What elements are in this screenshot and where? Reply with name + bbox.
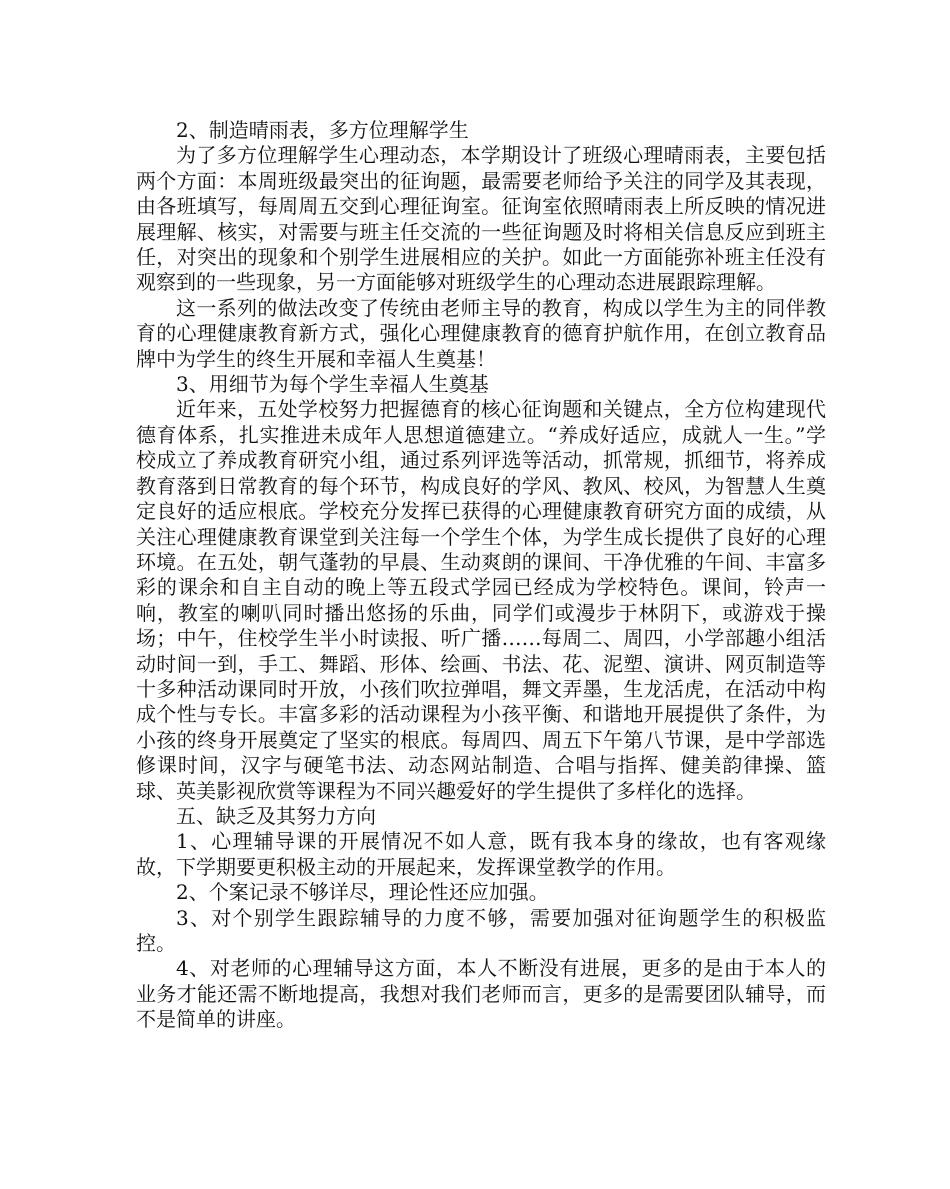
list-item-shortcoming-1: 1、心理辅导课的开展情况不如人意，既有我本身的缘故，也有客观缘故，下学期要更积极主动的开展起来，发挥课堂教学的作用。 [136,829,826,879]
document-page [136,118,826,1033]
section-heading-weather-chart: 2、制造晴雨表，多方位理解学生 [176,118,469,142]
list-item-shortcoming-3: 3、对个别学生跟踪辅导的力度不够，需要加强对征询题学生的积极监控。 [136,905,826,955]
list-item-shortcoming-4: 4、对老师的心理辅导这方面，本人不断没有进展，更多的是由于本人的业务才能还需不断地提高，我想对我们老师而言，更多的是需要团队辅导，而不是简单的讲座。 [136,956,826,1032]
paragraph-peer-education: 这一系列的做法改变了传统由老师主导的教育，构成以学生为主的同伴教育的心理健康教育新方式，强化心理健康教育的德育护航作用，在创立教育品牌中为学生的终生开展和幸福人生奠基！ [136,295,826,371]
list-item-shortcoming-2: 2、个案记录不够详尽，理论性还应加强。 [176,880,549,905]
paragraph-weather-chart-description: 为了多方位理解学生心理动态，本学期设计了班级心理晴雨表，主要包括两个方面：本周班级最突出的征询题，最需要老师给予关注的同学及其表现，由各班填写，每周周五交到心理征询室。征询室依照晴雨表上所反映的情况进展理解、核实，对需要与班主任交流的一些征询题及时将相关信息反应到班主任，对突出的现象和个别学生进展相应的关护。如此一方面能弥补班主任没有观察到的一些现象，另一方面能够对班级学生的心理动态进展跟踪理解。 [136,143,826,295]
section-heading-shortcomings: 五、缺乏及其努力方向 [176,803,376,828]
paragraph-school-practice: 近年来，五处学校努力把握德育的核心征询题和关键点，全方位构建现代德育体系，扎实推进未成年人思想道德建立。“养成好适应，成就人一生。”学校成立了养成教育研究小组，通过系列评选等活动，抓常规，抓细节，将养成教育落到日常教育的每个环节，构成良好的学风、教风、校风，为智慧人生奠定良好的适应根底。学校充分发挥已获得的心理健康教育研究方面的成绩，从关注心理健康教育课堂到关注每一个学生个体，为学生成长提供了良好的心理环境。在五处，朝气蓬勃的早晨、生动爽朗的课间、干净优雅的午间、丰富多彩的课余和自主自动的晚上等五段式学园已经成为学校特色。课间，铃声一响，教室的喇叭同时播出悠扬的乐曲，同学们或漫步于林阴下，或游戏于操场；中午，住校学生半小时读报、听广播……每周二、周四，小学部趣小组活动时间一到，手工、舞蹈、形体、绘画、书法、花、泥塑、演讲、网页制造等十多种活动课同时开放，小孩们吹拉弹唱，舞文弄墨，生龙活虎，在活动中构成个性与专长。丰富多彩的活动课程为小孩平衡、和谐地开展提供了条件，为小孩的终身开展奠定了坚实的根底。每周四、周五下午第八节课，是中学部选修课时间，汉字与硬笔书法、动态网站制造、合唱与指挥、健美韵律操、篮球、英美影视欣赏等课程为不同兴趣爱好的学生提供了多样化的选择。 [136,397,826,803]
section-heading-details: 3、用细节为每个学生幸福人生奠基 [176,372,489,397]
